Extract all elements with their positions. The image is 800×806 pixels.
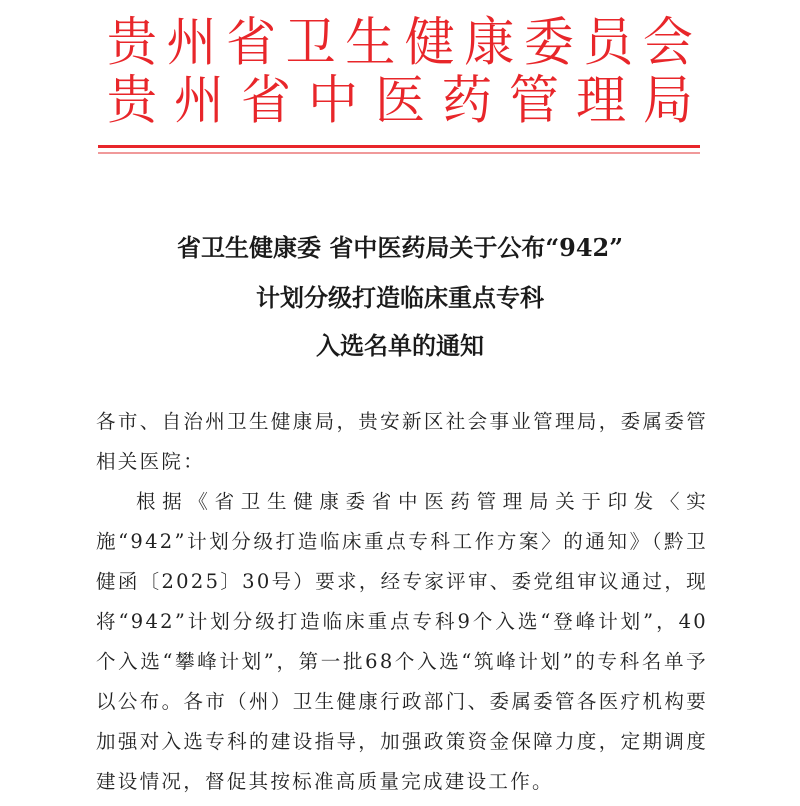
document-body <box>96 402 708 802</box>
masthead-char: 医 <box>375 69 425 131</box>
masthead-char: 药 <box>442 69 492 131</box>
masthead-char: 中 <box>308 69 358 131</box>
masthead-char: 卫 <box>285 11 336 73</box>
masthead-char: 省 <box>226 11 277 73</box>
masthead-char: 委 <box>523 11 574 73</box>
masthead-char: 局 <box>643 69 693 131</box>
body-paragraph-1: 根据《省卫生健康委省中医药管理局关于印发〈实施“942”计划分级打造临床重点专科工作方案〉的通知》（黔卫健函〔2025〕30号）要求，经专家评审、委党组审议通过，现将“942”计划分级打造临床重点专科9个入选“登峰计划”，40个入选“攀峰计划”，第一批68个入选“筑峰计划”的专科名单予以公布。各市（州）卫生健康行政部门、委属委管各医疗机构要加强对入选专科的建设指导，加强政策资金保障力度，定期调度建设情况，督促其按标准高质量完成建设工作。 <box>96 490 708 793</box>
salutation: 各市、自治州卫生健康局，贵安新区社会事业管理局，委属委管相关医院： <box>96 410 708 473</box>
masthead-char: 理 <box>576 69 626 131</box>
red-rule-thick <box>98 145 700 148</box>
masthead-char: 康 <box>464 11 515 73</box>
masthead-char: 生 <box>345 11 396 73</box>
masthead-char: 贵 <box>107 69 157 131</box>
document-title-line-2: 计划分级打造临床重点专科 <box>256 283 544 312</box>
masthead-char: 州 <box>166 11 217 73</box>
document-title-line-3: 入选名单的通知 <box>316 331 484 360</box>
masthead-char: 健 <box>404 11 455 73</box>
masthead-line-1 <box>104 11 696 73</box>
masthead-char: 管 <box>509 69 559 131</box>
masthead-line-2 <box>104 69 696 131</box>
masthead-char: 会 <box>642 11 693 73</box>
masthead-char: 贵 <box>107 11 157 73</box>
document-title-line-1: 省卫生健康委 省中医药局关于公布“942” <box>176 233 624 262</box>
masthead-char: 州 <box>174 69 224 131</box>
masthead-char: 员 <box>583 11 634 73</box>
red-rule-thin <box>98 152 700 154</box>
masthead-char: 省 <box>241 69 291 131</box>
